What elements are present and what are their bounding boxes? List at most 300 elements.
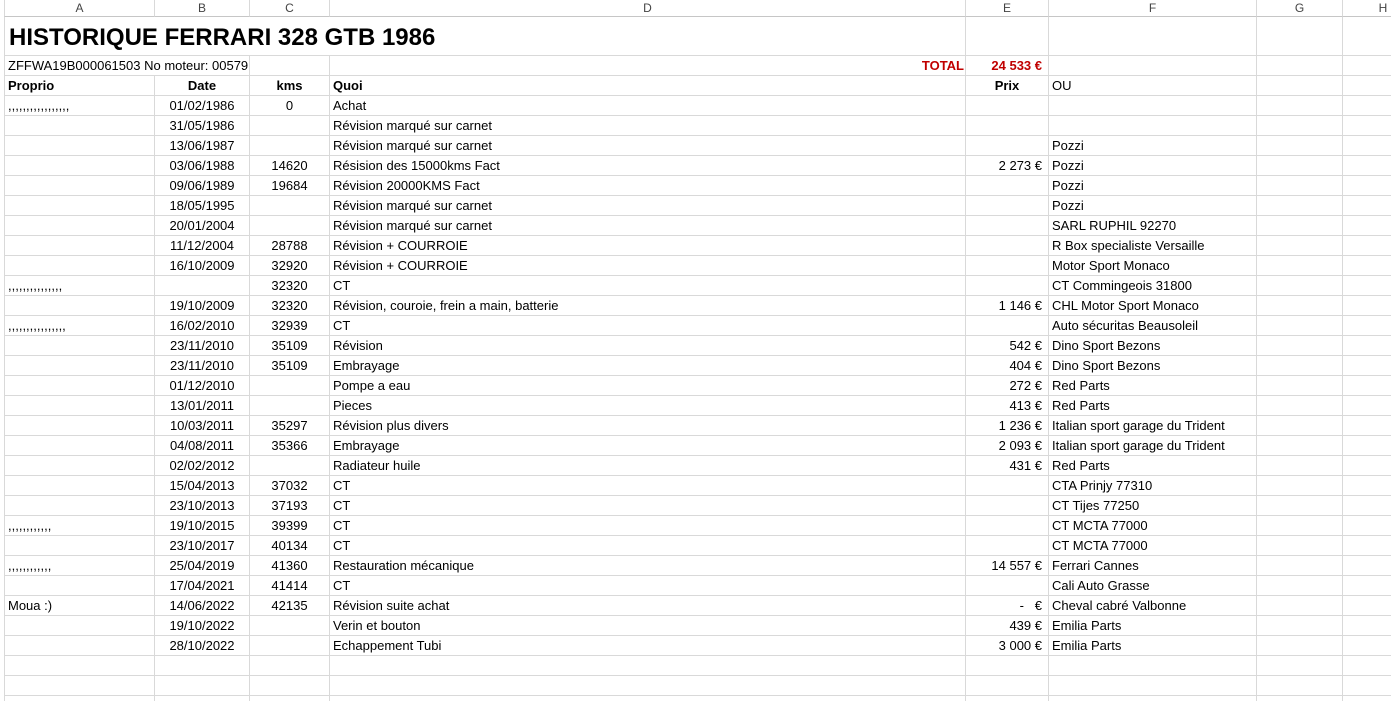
ou-cell[interactable]: Motor Sport Monaco [1049,256,1257,276]
empty-cell[interactable] [1257,196,1343,216]
quoi-cell[interactable]: Pompe a eau [330,376,966,396]
empty-cell[interactable] [1257,496,1343,516]
ou-cell[interactable]: CT Commingeois 31800 [1049,276,1257,296]
ou-cell[interactable]: Emilia Parts [1049,636,1257,656]
empty-cell[interactable] [1257,476,1343,496]
empty-cell[interactable] [330,696,966,701]
prix-cell[interactable] [966,96,1049,116]
empty-cell[interactable] [1343,76,1391,96]
empty-cell[interactable] [1049,17,1257,56]
empty-cell[interactable] [250,676,330,696]
kms-cell[interactable] [250,616,330,636]
ou-cell[interactable]: CT MCTA 77000 [1049,536,1257,556]
prix-cell[interactable]: 542 € [966,336,1049,356]
empty-cell[interactable] [1257,436,1343,456]
empty-cell[interactable] [1257,676,1343,696]
date-cell[interactable]: 02/02/2012 [155,456,250,476]
proprio-cell[interactable] [4,416,155,436]
kms-cell[interactable]: 14620 [250,156,330,176]
column-header-d[interactable]: D [330,0,966,17]
kms-cell[interactable]: 32920 [250,256,330,276]
proprio-cell[interactable] [4,536,155,556]
kms-cell[interactable] [250,136,330,156]
column-header-a[interactable]: A [4,0,155,17]
date-cell[interactable]: 19/10/2022 [155,616,250,636]
date-cell[interactable]: 01/12/2010 [155,376,250,396]
empty-cell[interactable] [1343,616,1391,636]
date-cell[interactable]: 23/11/2010 [155,356,250,376]
quoi-cell[interactable]: CT [330,316,966,336]
column-header-row [4,0,1391,17]
date-cell[interactable]: 19/10/2015 [155,516,250,536]
prix-cell[interactable]: 439 € [966,616,1049,636]
empty-cell[interactable] [1343,176,1391,196]
empty-cell[interactable] [1343,296,1391,316]
empty-cell[interactable] [1257,176,1343,196]
proprio-cell[interactable] [4,436,155,456]
empty-cell[interactable] [1257,396,1343,416]
empty-row [4,656,1391,676]
proprio-cell[interactable] [4,296,155,316]
kms-cell[interactable] [250,116,330,136]
kms-cell[interactable] [250,196,330,216]
empty-cell[interactable] [1257,616,1343,636]
proprio-cell[interactable] [4,116,155,136]
kms-cell[interactable] [250,396,330,416]
empty-cell[interactable] [1257,276,1343,296]
prix-cell[interactable]: 2 273 € [966,156,1049,176]
empty-cell[interactable] [1343,596,1391,616]
proprio-cell[interactable] [4,336,155,356]
table-row [4,196,1391,216]
header-quoi[interactable]: Quoi [330,76,966,96]
prix-cell[interactable]: 404 € [966,356,1049,376]
quoi-cell[interactable]: Révision marqué sur carnet [330,196,966,216]
ou-cell[interactable]: SARL RUPHIL 92270 [1049,216,1257,236]
vehicle-info-cell[interactable]: ZFFWA19B000061503 No moteur: 00579 [4,56,250,76]
ou-cell[interactable]: R Box specialiste Versaille [1049,236,1257,256]
empty-cell[interactable] [966,656,1049,676]
empty-cell[interactable] [1257,376,1343,396]
empty-cell[interactable] [1343,476,1391,496]
empty-cell[interactable] [4,696,155,701]
table-row [4,276,1391,296]
date-cell[interactable]: 17/04/2021 [155,576,250,596]
total-value[interactable]: 24 533 € [966,56,1049,76]
prix-cell[interactable] [966,256,1049,276]
prix-cell[interactable]: 14 557 € [966,556,1049,576]
kms-cell[interactable]: 37193 [250,496,330,516]
empty-cell[interactable] [1257,696,1343,701]
prix-cell[interactable] [966,196,1049,216]
empty-cell[interactable] [330,676,966,696]
date-cell[interactable]: 09/06/1989 [155,176,250,196]
quoi-cell[interactable]: Verin et bouton [330,616,966,636]
empty-cell[interactable] [1343,276,1391,296]
proprio-cell[interactable] [4,156,155,176]
header-proprio[interactable]: Proprio [4,76,155,96]
date-cell[interactable]: 11/12/2004 [155,236,250,256]
table-row [4,436,1391,456]
date-cell[interactable]: 18/05/1995 [155,196,250,216]
empty-cell[interactable] [966,17,1049,56]
date-cell[interactable]: 13/01/2011 [155,396,250,416]
table-row [4,336,1391,356]
empty-cell[interactable] [4,656,155,676]
empty-cell[interactable] [1257,136,1343,156]
prix-cell[interactable]: 2 093 € [966,436,1049,456]
empty-cell[interactable] [1257,556,1343,576]
empty-cell[interactable] [155,696,250,701]
date-cell[interactable]: 13/06/1987 [155,136,250,156]
kms-cell[interactable]: 19684 [250,176,330,196]
empty-cell[interactable] [1343,636,1391,656]
proprio-cell[interactable] [4,576,155,596]
empty-cell[interactable] [1343,536,1391,556]
column-header-e[interactable]: E [966,0,1049,17]
prix-cell[interactable]: 272 € [966,376,1049,396]
prix-cell[interactable] [966,476,1049,496]
empty-cell[interactable] [1049,656,1257,676]
proprio-cell[interactable] [4,136,155,156]
quoi-cell[interactable]: Révision marqué sur carnet [330,136,966,156]
empty-cell[interactable] [1343,396,1391,416]
quoi-cell[interactable]: Révision 20000KMS Fact [330,176,966,196]
empty-cell[interactable] [1343,196,1391,216]
date-cell[interactable]: 28/10/2022 [155,636,250,656]
empty-cell[interactable] [1257,76,1343,96]
quoi-cell[interactable]: Pieces [330,396,966,416]
empty-cell[interactable] [1343,416,1391,436]
title-row [4,17,1391,56]
empty-cell[interactable] [1049,56,1257,76]
proprio-cell[interactable] [4,496,155,516]
table-row [4,376,1391,396]
header-kms[interactable]: kms [250,76,330,96]
proprio-cell[interactable] [4,216,155,236]
date-cell[interactable]: 16/10/2009 [155,256,250,276]
prix-cell[interactable] [966,276,1049,296]
prix-cell[interactable]: - € [966,596,1049,616]
kms-cell[interactable]: 35109 [250,356,330,376]
quoi-cell[interactable]: CT [330,536,966,556]
prix-cell[interactable] [966,576,1049,596]
empty-cell[interactable] [1343,236,1391,256]
empty-cell[interactable] [1257,56,1343,76]
table-row [4,536,1391,556]
prix-cell[interactable] [966,516,1049,536]
quoi-cell[interactable]: Révision marqué sur carnet [330,216,966,236]
ou-cell[interactable]: Pozzi [1049,156,1257,176]
empty-cell[interactable] [1343,136,1391,156]
prix-cell[interactable]: 1 236 € [966,416,1049,436]
empty-cell[interactable] [1343,376,1391,396]
empty-cell[interactable] [1257,356,1343,376]
date-cell[interactable]: 15/04/2013 [155,476,250,496]
empty-cell[interactable] [250,696,330,701]
sheet-title[interactable]: HISTORIQUE FERRARI 328 GTB 1986 [4,17,966,56]
prix-cell[interactable] [966,316,1049,336]
date-cell[interactable]: 20/01/2004 [155,216,250,236]
proprio-cell[interactable]: ,,,,,,,,,,,, [4,556,155,576]
prix-cell[interactable]: 431 € [966,456,1049,476]
ou-cell[interactable]: Cheval cabré Valbonne [1049,596,1257,616]
ou-cell[interactable] [1049,96,1257,116]
kms-cell[interactable] [250,376,330,396]
kms-cell[interactable]: 40134 [250,536,330,556]
kms-cell[interactable]: 35109 [250,336,330,356]
quoi-cell[interactable]: CT [330,496,966,516]
ou-cell[interactable]: Dino Sport Bezons [1049,356,1257,376]
empty-cell[interactable] [1343,116,1391,136]
ou-cell[interactable]: Dino Sport Bezons [1049,336,1257,356]
ou-cell[interactable]: CTA Prinjy 77310 [1049,476,1257,496]
empty-cell[interactable] [1257,576,1343,596]
proprio-cell[interactable]: ,,,,,,,,,,,, [4,516,155,536]
date-cell[interactable]: 31/05/1986 [155,116,250,136]
empty-cell[interactable] [966,676,1049,696]
prix-cell[interactable] [966,136,1049,156]
prix-cell[interactable] [966,116,1049,136]
empty-cell[interactable] [1343,316,1391,336]
empty-cell[interactable] [1257,116,1343,136]
empty-cell[interactable] [1343,496,1391,516]
empty-cell[interactable] [4,676,155,696]
empty-cell[interactable] [1343,256,1391,276]
column-header-h[interactable]: H [1343,0,1391,17]
ou-cell[interactable]: Italian sport garage du Trident [1049,436,1257,456]
table-row [4,136,1391,156]
empty-cell[interactable] [1343,656,1391,676]
proprio-cell[interactable] [4,476,155,496]
table-row [4,356,1391,376]
proprio-cell[interactable] [4,356,155,376]
proprio-cell[interactable] [4,636,155,656]
kms-cell[interactable]: 39399 [250,516,330,536]
quoi-cell[interactable]: Révision, couroie, frein a main, batterie [330,296,966,316]
kms-cell[interactable]: 42135 [250,596,330,616]
empty-cell[interactable] [1343,56,1391,76]
header-date[interactable]: Date [155,76,250,96]
proprio-cell[interactable] [4,256,155,276]
ou-cell[interactable]: Italian sport garage du Trident [1049,416,1257,436]
empty-cell[interactable] [1257,296,1343,316]
kms-cell[interactable]: 0 [250,96,330,116]
date-cell[interactable]: 10/03/2011 [155,416,250,436]
date-cell[interactable]: 16/02/2010 [155,316,250,336]
empty-cell[interactable] [1049,696,1257,701]
quoi-cell[interactable]: CT [330,276,966,296]
date-cell[interactable] [155,276,250,296]
ou-cell[interactable]: Red Parts [1049,376,1257,396]
empty-cell[interactable] [966,696,1049,701]
table-row [4,216,1391,236]
empty-cell[interactable] [1343,556,1391,576]
ou-cell[interactable]: Emilia Parts [1049,616,1257,636]
ou-cell[interactable]: Red Parts [1049,456,1257,476]
empty-cell[interactable] [1257,416,1343,436]
date-cell[interactable]: 01/02/1986 [155,96,250,116]
proprio-cell[interactable] [4,616,155,636]
quoi-cell[interactable]: Embrayage [330,356,966,376]
empty-cell[interactable] [1343,676,1391,696]
kms-cell[interactable]: 41414 [250,576,330,596]
quoi-cell[interactable]: CT [330,576,966,596]
empty-cell[interactable] [1257,596,1343,616]
kms-cell[interactable]: 32939 [250,316,330,336]
empty-cell[interactable] [1343,696,1391,701]
proprio-cell[interactable] [4,196,155,216]
kms-cell[interactable] [250,636,330,656]
empty-cell[interactable] [155,676,250,696]
date-cell[interactable]: 04/08/2011 [155,436,250,456]
ou-cell[interactable]: Red Parts [1049,396,1257,416]
empty-cell[interactable] [1343,17,1391,56]
empty-cell[interactable] [250,56,330,76]
date-cell[interactable]: 03/06/1988 [155,156,250,176]
proprio-cell[interactable]: ,,,,,,,,,,,,,,, [4,276,155,296]
prix-cell[interactable] [966,536,1049,556]
proprio-cell[interactable]: Moua :) [4,596,155,616]
proprio-cell[interactable] [4,456,155,476]
table-row [4,456,1391,476]
table-row [4,616,1391,636]
table-row [4,256,1391,276]
header-ou[interactable]: OU [1049,76,1257,96]
prix-cell[interactable]: 413 € [966,396,1049,416]
prix-cell[interactable] [966,236,1049,256]
info-row [4,56,1391,76]
empty-cell[interactable] [1343,516,1391,536]
empty-cell[interactable] [330,656,966,676]
proprio-cell[interactable]: ,,,,,,,,,,,,,,,, [4,316,155,336]
prix-cell[interactable]: 3 000 € [966,636,1049,656]
empty-cell[interactable] [1343,576,1391,596]
total-label[interactable]: TOTAL [330,56,966,76]
proprio-cell[interactable] [4,376,155,396]
empty-cell[interactable] [1257,316,1343,336]
empty-cell[interactable] [1343,96,1391,116]
kms-cell[interactable]: 35366 [250,436,330,456]
quoi-cell[interactable]: Echappement Tubi [330,636,966,656]
kms-cell[interactable]: 41360 [250,556,330,576]
empty-row [4,676,1391,696]
prix-cell[interactable] [966,176,1049,196]
table-row [4,96,1391,116]
date-cell[interactable]: 23/10/2013 [155,496,250,516]
ou-cell[interactable]: CT Tijes 77250 [1049,496,1257,516]
empty-cell[interactable] [1257,656,1343,676]
ou-cell[interactable]: Auto sécuritas Beausoleil [1049,316,1257,336]
empty-cell[interactable] [1257,516,1343,536]
quoi-cell[interactable]: Révision suite achat [330,596,966,616]
ou-cell[interactable]: CT MCTA 77000 [1049,516,1257,536]
quoi-cell[interactable]: CT [330,516,966,536]
kms-cell[interactable]: 28788 [250,236,330,256]
quoi-cell[interactable]: Embrayage [330,436,966,456]
quoi-cell[interactable]: Révision plus divers [330,416,966,436]
empty-cell[interactable] [155,656,250,676]
empty-cell[interactable] [1343,436,1391,456]
empty-cell[interactable] [1257,336,1343,356]
empty-cell[interactable] [1257,456,1343,476]
empty-cell[interactable] [1257,236,1343,256]
empty-cell[interactable] [1257,17,1343,56]
kms-cell[interactable]: 35297 [250,416,330,436]
ou-cell[interactable] [1049,116,1257,136]
empty-cell[interactable] [1257,216,1343,236]
ou-cell[interactable]: CHL Motor Sport Monaco [1049,296,1257,316]
quoi-cell[interactable]: Révision [330,336,966,356]
quoi-cell[interactable]: Résision des 15000kms Fact [330,156,966,176]
quoi-cell[interactable]: Radiateur huile [330,456,966,476]
date-cell[interactable]: 19/10/2009 [155,296,250,316]
empty-cell[interactable] [1257,256,1343,276]
ou-cell[interactable]: Pozzi [1049,176,1257,196]
empty-cell[interactable] [250,656,330,676]
quoi-cell[interactable]: CT [330,476,966,496]
empty-cell[interactable] [1049,676,1257,696]
ou-cell[interactable]: Pozzi [1049,136,1257,156]
date-cell[interactable]: 14/06/2022 [155,596,250,616]
kms-cell[interactable]: 37032 [250,476,330,496]
empty-cell[interactable] [1257,536,1343,556]
prix-cell[interactable]: 1 146 € [966,296,1049,316]
empty-cell[interactable] [1257,96,1343,116]
column-header-c[interactable]: C [250,0,330,17]
proprio-cell[interactable] [4,176,155,196]
quoi-cell[interactable]: Révision marqué sur carnet [330,116,966,136]
column-header-g[interactable]: G [1257,0,1343,17]
column-header-b[interactable]: B [155,0,250,17]
empty-row [4,696,1391,701]
date-cell[interactable]: 23/10/2017 [155,536,250,556]
header-prix[interactable]: Prix [966,76,1049,96]
table-row [4,596,1391,616]
empty-cell[interactable] [1343,336,1391,356]
kms-cell[interactable]: 32320 [250,296,330,316]
table-header-row [4,76,1391,96]
date-cell[interactable]: 25/04/2019 [155,556,250,576]
empty-cell[interactable] [1257,636,1343,656]
quoi-cell[interactable]: Achat [330,96,966,116]
quoi-cell[interactable]: Révision + COURROIE [330,236,966,256]
kms-cell[interactable] [250,456,330,476]
column-header-f[interactable]: F [1049,0,1257,17]
prix-cell[interactable] [966,496,1049,516]
date-cell[interactable]: 23/11/2010 [155,336,250,356]
empty-cell[interactable] [1343,356,1391,376]
table-row [4,496,1391,516]
proprio-cell[interactable] [4,236,155,256]
table-body [0,96,1391,701]
ou-cell[interactable]: Ferrari Cannes [1049,556,1257,576]
table-row [4,516,1391,536]
ou-cell[interactable]: Cali Auto Grasse [1049,576,1257,596]
prix-cell[interactable] [966,216,1049,236]
empty-cell[interactable] [1343,456,1391,476]
empty-cell[interactable] [1343,156,1391,176]
kms-cell[interactable] [250,216,330,236]
kms-cell[interactable]: 32320 [250,276,330,296]
proprio-cell[interactable] [4,396,155,416]
ou-cell[interactable]: Pozzi [1049,196,1257,216]
empty-cell[interactable] [1343,216,1391,236]
proprio-cell[interactable]: ,,,,,,,,,,,,,,,,, [4,96,155,116]
quoi-cell[interactable]: Révision + COURROIE [330,256,966,276]
quoi-cell[interactable]: Restauration mécanique [330,556,966,576]
empty-cell[interactable] [1257,156,1343,176]
